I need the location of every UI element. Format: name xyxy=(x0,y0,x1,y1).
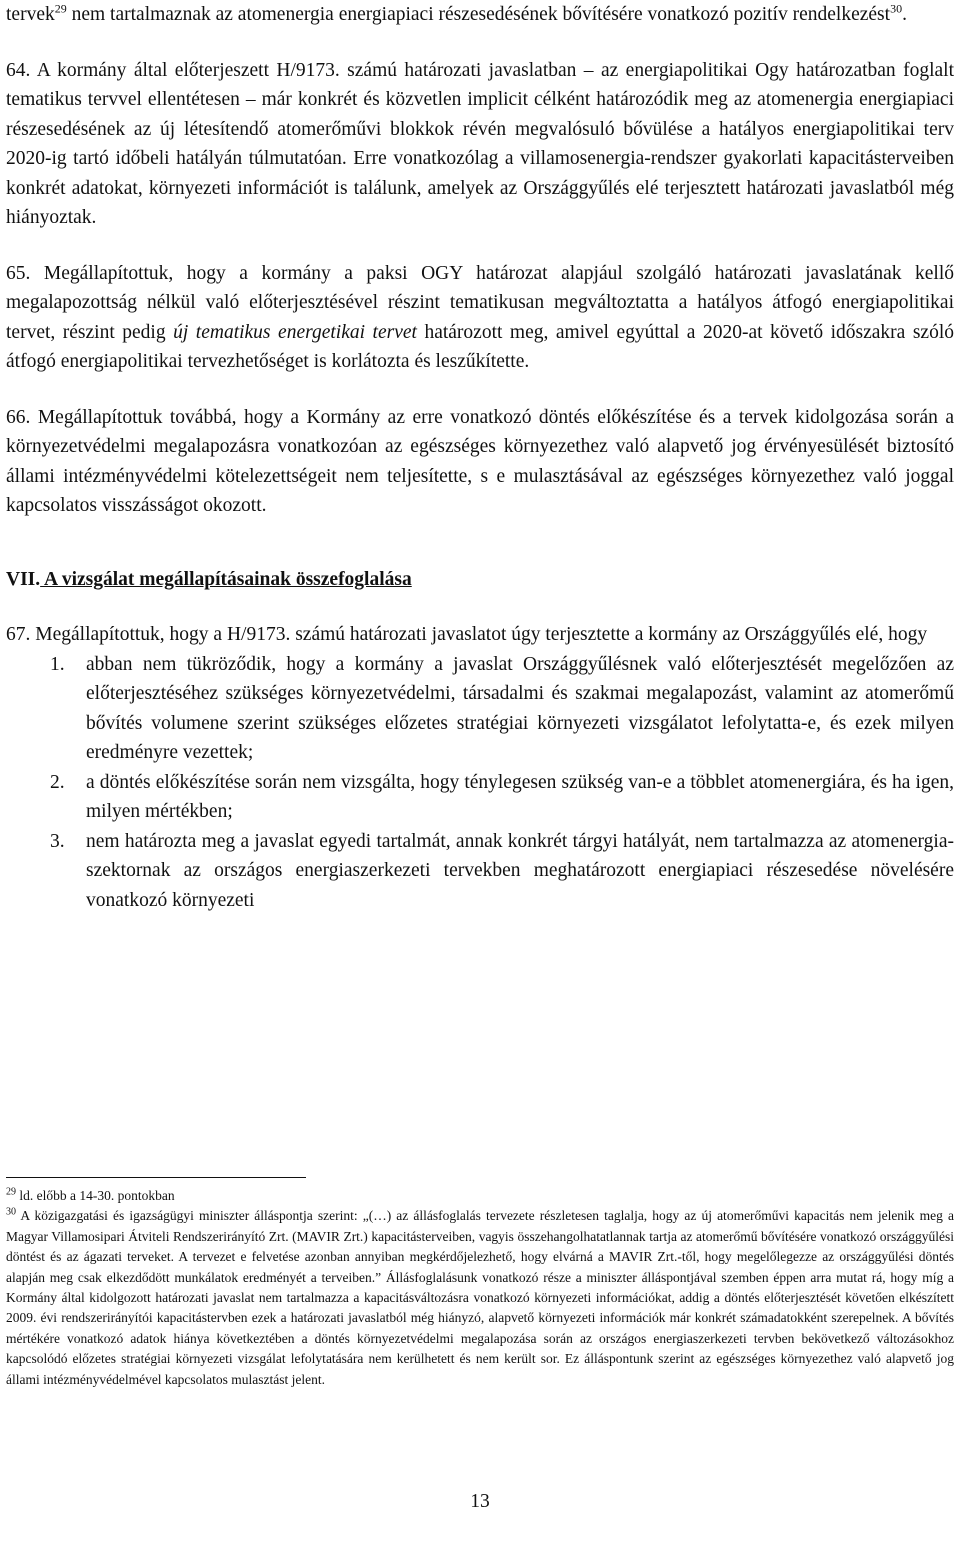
paragraph-65 xyxy=(6,259,954,377)
footnote-30 xyxy=(6,1206,954,1390)
footnote-29 xyxy=(6,1186,954,1206)
paragraph-65-text-start: 65. Megállapítottuk, hogy a kormány a paksi OGY határozat alapjául szolgáló határozati javaslatának kellő megalapozottság nélkül való előterjesztésével részint tematikusan megváltoztatta a hatályos átfogó energiapolitikai tervet, részint pedig xyxy=(6,262,954,343)
section-gap xyxy=(6,521,954,565)
footnote-ref-30[interactable]: 30 xyxy=(890,1,903,16)
footnote-text: ld. előbb a 14-30. pontokban xyxy=(16,1188,175,1203)
continuation-text-end: . xyxy=(902,4,907,25)
continuation-text-main: nem tartalmaznak az atomenergia energiapiaci részesedésének bővítésére vonatkozó pozitív rendelkezést xyxy=(66,4,891,25)
continuation-paragraph xyxy=(6,0,954,30)
findings-list xyxy=(6,650,954,916)
list-item xyxy=(50,650,954,768)
paragraph-gap xyxy=(6,233,954,259)
page-number: 13 xyxy=(470,1491,490,1512)
paragraph-64: 64. A kormány által előterjeszett H/9173. számú határozati javaslatban – az energiapolitikai Ogy határozatban foglalt tematikus tervvel ellentétesen – már konkrét és közvetlen implicit célként határozódik meg az atomenergia energiapiaci részesedésének az új létesítendő atomerőművi blokkok révén megvalósuló bővülése a hatályos energiapolitikai terv 2020-ig tartó időbeli hatályán túlmutatóan. Erre vonatkozólag a villamosenergia-rendszer gyakorlati kapacitásterveiben konkrét adatokat, környezeti információt is találunk, amelyek az Országgyűlés elé terjesztett határozati javaslatból még hiányoztak. xyxy=(6,59,954,228)
section-title: A vizsgálat megállapításainak összefoglalása xyxy=(40,568,412,590)
footnote-mark: 29 xyxy=(6,1186,16,1198)
paragraph-67-intro: 67. Megállapítottuk, hogy a H/9173. számú határozati javaslatot úgy terjesztette a kormány az Országgyűlés elé, hogy xyxy=(6,624,928,645)
list-item-number: 2. xyxy=(50,771,65,793)
paragraph-gap xyxy=(6,377,954,403)
footnotes xyxy=(6,1186,954,1390)
paragraph-gap xyxy=(6,30,954,56)
list-item-number: 1. xyxy=(50,653,65,675)
list-item xyxy=(50,827,954,916)
list-item-text: a döntés előkészítése során nem vizsgálta, hogy ténylegesen szükség van-e a többlet atomenergiára, és ha igen, milyen mértékben; xyxy=(86,771,954,822)
footnote-separator xyxy=(6,1177,306,1178)
section-number: VII. xyxy=(6,568,41,590)
paragraph-65-italic: új tematikus energetikai tervet xyxy=(173,321,417,343)
list-item-text: nem határozta meg a javaslat egyedi tartalmát, annak konkrét tárgyi hatályát, nem tartalmazza az atomenergia-szektornak az országos energiaszerkezeti tervekben meghatározott energiapiaci részesedése növelésére vonatkozó környezeti xyxy=(86,830,954,911)
list-item xyxy=(50,768,954,827)
paragraph-gap xyxy=(6,594,954,620)
footnote-text: A közigazgatási és igazságügyi miniszter álláspontja szerint: „(…) az állásfoglalás tervezete részletesen taglalja, hogy az új atomerőművi kapacitás nem jelenik meg a Magyar Villamosipari Átviteli Rendszerirányító Zrt. (MAVIR Zrt.) kapacitásterveiben, vagyis összehangolhatatlannak tartja az atomerőmű bővítésére vonatkozó országgyűlési döntést és az ágazati terveket. A tervezet e felvetése azonban annyiban megkérdőjelezhető, hogy elvárná a MAVIR Zrt.-től, hogy megelőlegezze az országgyűlési döntés alapján meg csak elkezdődött munkálatok eredményét a terveiben.” Állásfoglalásunk vonatkozó része a miniszter álláspontjával szemben éppen arra mutat rá, hogy míg a Kormány által kidolgozott határozati javaslat nem tartalmazza a kapacitásváltozásra vonatkozó környezeti információkat, addig a döntés előterjesztését követően elkészített 2009. évi rendszerirányítói kapacitástervben ezek a határozati javaslatból még hiányzó, alapvető környezeti információk már konkrét számadatokként szerepelnek. A bővítés mértékére vonatkozó adatok hiánya következtében a döntés környezetvédelmi megalapozása során az országos energiaszerkezeti tervben bekövetkező változásokhoz kapcsolódó előzetes stratégiai környezeti vizsgálat lefolytatására nem kerülhetett és nem került sor. Ez álláspontunk szerint az egészséges környezethez való alapvető jog állami intézményvédelmével kapcsolatos mulasztást jelent. xyxy=(6,1208,954,1387)
list-item-number: 3. xyxy=(50,830,65,852)
footnote-mark: 30 xyxy=(6,1206,16,1218)
paragraph-66: 66. Megállapítottuk továbbá, hogy a Kormány az erre vonatkozó döntés előkészítése és a tervek kidolgozása során a környezetvédelmi megalapozásra vonatkozóan az egészséges környezethez való alapvető jog érvényesülését biztosító állami intézményvédelmi kötelezettségeit nem teljesítette, s e mulasztásával az egészséges környezethez való joggal kapcsolatos visszásságot okozott. xyxy=(6,406,954,516)
document-page xyxy=(6,0,954,915)
paragraph-65-text-end: határozott meg, amivel egyúttal a 2020-at követő időszakra szóló átfogó energiapolitikai tervezhetőséget is korlátozta és leszűkítette. xyxy=(6,321,954,372)
section-heading xyxy=(6,565,954,595)
footnote-ref-29[interactable]: 29 xyxy=(54,1,67,16)
list-item-text: abban nem tükröződik, hogy a kormány a javaslat Országgyűlésnek való előterjesztését megelőzően az előterjesztéséhez szükséges környezetvédelmi, társadalmi és szakmai megalapozást, valamint az atomerőmű bővítés volumene szerint szükséges előzetes stratégiai környezeti vizsgálatot lefolytatta-e, és ezek milyen eredményre vezettek; xyxy=(86,653,954,763)
continuation-text-start: tervek xyxy=(6,4,55,25)
